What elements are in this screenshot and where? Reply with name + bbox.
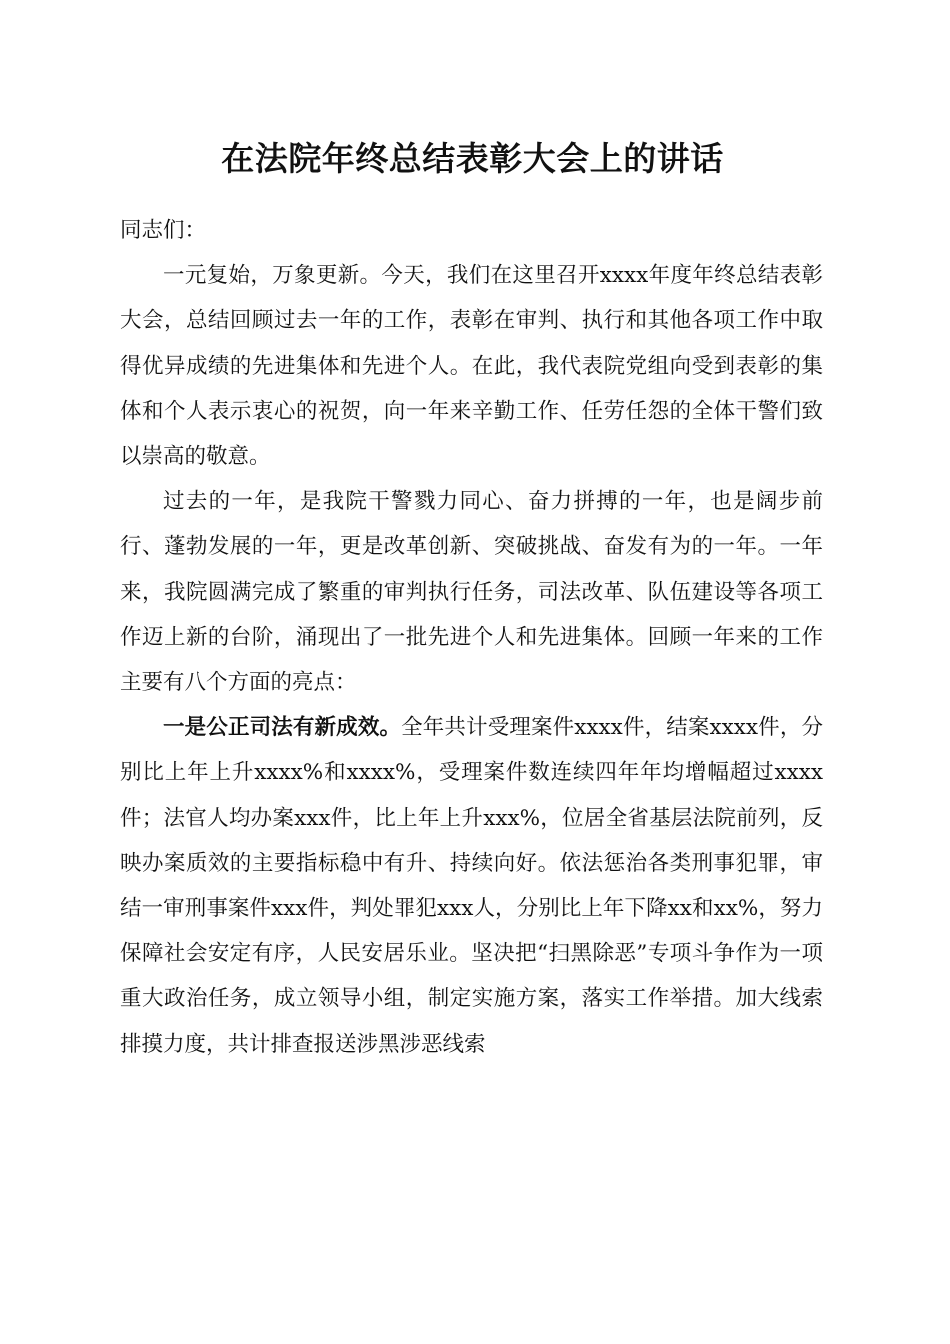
paragraph-text: 过去的一年，是我院干警戮力同心、奋力拼搏的一年，也是阔步前行、蓬勃发展的一年，更是改革创新、突破挑战、奋发有为的一年。一年来，我院圆满完成了繁重的审判执行任务，司法改革、队伍建设等各项工作迈上新的台阶，涌现出了一批先进个人和先进集体。回顾一年来的工作主要有八个方面的亮点： — [120, 489, 823, 696]
paragraph-text: 一元复始，万象更新。今天，我们在这里召开xxxx年度年终总结表彰大会，总结回顾过去一年的工作，表彰在审判、执行和其他各项工作中取得优异成绩的先进集体和先进个人。在此，我代表院党组向受到表彰的集体和个人表示衷心的祝贺，向一年来辛勤工作、任劳任怨的全体干警们致以崇高的敬意。 — [120, 263, 823, 470]
paragraph-lead: 一是公正司法有新成效。 — [163, 715, 402, 741]
paragraph-highlight-1 — [120, 705, 823, 1067]
salutation: 同志们： — [120, 218, 207, 243]
paragraph-text: 全年共计受理案件xxxx件，结案xxxx件，分别比上年上升xxxx%和xxxx%，受理案件数连续四年年均增幅超过xxxx件；法官人均办案xxx件，比上年上升xxx%，位居全省基层法院前列，反映办案质效的主要指标稳中有升、持续向好。依法惩治各类刑事犯罪，审结一审刑事案件xxx件，判处罪犯xxx人，分别比上年下降xx和xx%，努力保障社会安定有序，人民安居乐业。坚决把“扫黑除恶”专项斗争作为一项重大政治任务，成立领导小组，制定实施方案，落实工作举措。加大线索排摸力度，共计排查报送涉黑涉恶线索 — [120, 715, 823, 1057]
paragraph-review — [120, 479, 823, 705]
document-title: 在法院年终总结表彰大会上的讲话 — [221, 139, 724, 178]
document-body — [120, 208, 823, 1067]
paragraph-opening — [120, 253, 823, 479]
